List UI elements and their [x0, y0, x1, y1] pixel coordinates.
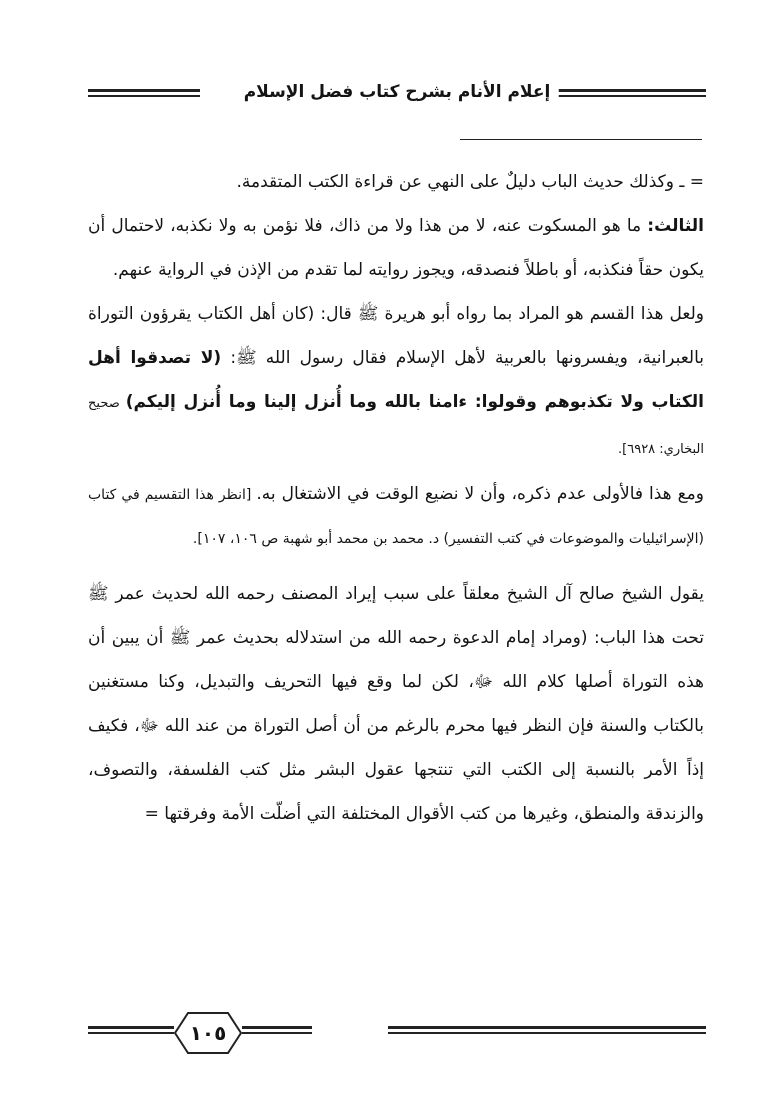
- page-footer: [88, 1010, 706, 1060]
- header-rule-left: [88, 89, 200, 97]
- paragraph-4-note: [انظر هذا التقسيم في كتاب (الإسرائيليات والموضوعات في كتب التفسير) د. محمد بن محمد أبو شهبة ص ١٠٦، ١٠٧].: [88, 487, 704, 547]
- paragraph-3: [88, 292, 704, 472]
- header-title: إعلام الأنام بشرح كتاب فضل الإسلام: [236, 82, 559, 102]
- paragraph-2: [88, 204, 704, 292]
- spacer: [88, 560, 704, 572]
- paragraph-5: يقول الشيخ صالح آل الشيخ معلقاً على سبب إيراد المصنف رحمه الله لحديث عمر ﷺ تحت هذا الباب: (ومراد إمام الدعوة رحمه الله من استدلاله بحديث عمر ﷺ أن يبين أن هذه التوراة أصلها كلام الله ﷻ، لكن لما وقع فيها التحريف والتبديل، وكنا مستغنين بالكتاب والسنة فإن النظر فيها محرم بالرغم من أن أصل التوراة من عند الله ﷻ، فكيف إذاً الأمر بالنسبة إلى الكتب التي تنتجها عقول البشر مثل كتب الفلسفة، والتصوف، والزندقة والمنطق، وغيرها من كتب الأقوال المختلفة التي أضلّت الأمة وفرقتها =: [88, 584, 704, 824]
- paragraph-4-text: ومع هذا فالأولى عدم ذكره، وأن لا نضيع الوقت في الاشتغال به.: [256, 484, 704, 504]
- footnote-separator: [460, 139, 702, 140]
- paragraph-3-text: ولعل هذا القسم هو المراد بما رواه أبو هريرة ﷺ قال: (كان أهل الكتاب يقرؤون التوراة بالعبرانية، ويفسرونها بالعربية لأهل الإسلام فقال رسول الله ﷺ:: [88, 304, 705, 368]
- page-body: [88, 160, 704, 836]
- page-number: ١٠٥: [189, 1021, 227, 1045]
- hadith-reference: صحيح البخاري: ٦٩٢٨].: [88, 396, 704, 457]
- running-header: [88, 80, 706, 108]
- paragraph-2-text: ما هو المسكوت عنه، لا من هذا ولا من ذاك، فلا نؤمن به ولا نكذبه، لاحتمال أن يكون حقاً فنكذبه، أو باطلاً فنصدقه، ويجوز روايته لما تقدم من الإذن في الرواية عنهم.: [88, 216, 704, 280]
- paragraph-1: = ـ وكذلك حديث الباب دليلٌ على النهي عن قراءة الكتب المتقدمة.: [236, 172, 704, 192]
- paragraph-2-label: الثالث:: [647, 216, 704, 236]
- page-number-frame: [174, 1012, 242, 1054]
- hadith-quote: (لا تصدقوا أهل الكتاب ولا تكذبوهم وقولوا: ءامنا بالله وما أُنزل إلينا وما أُنزل إليكم): [88, 348, 704, 412]
- paragraph-4: [88, 472, 704, 560]
- footer-rule-right: [388, 1026, 706, 1034]
